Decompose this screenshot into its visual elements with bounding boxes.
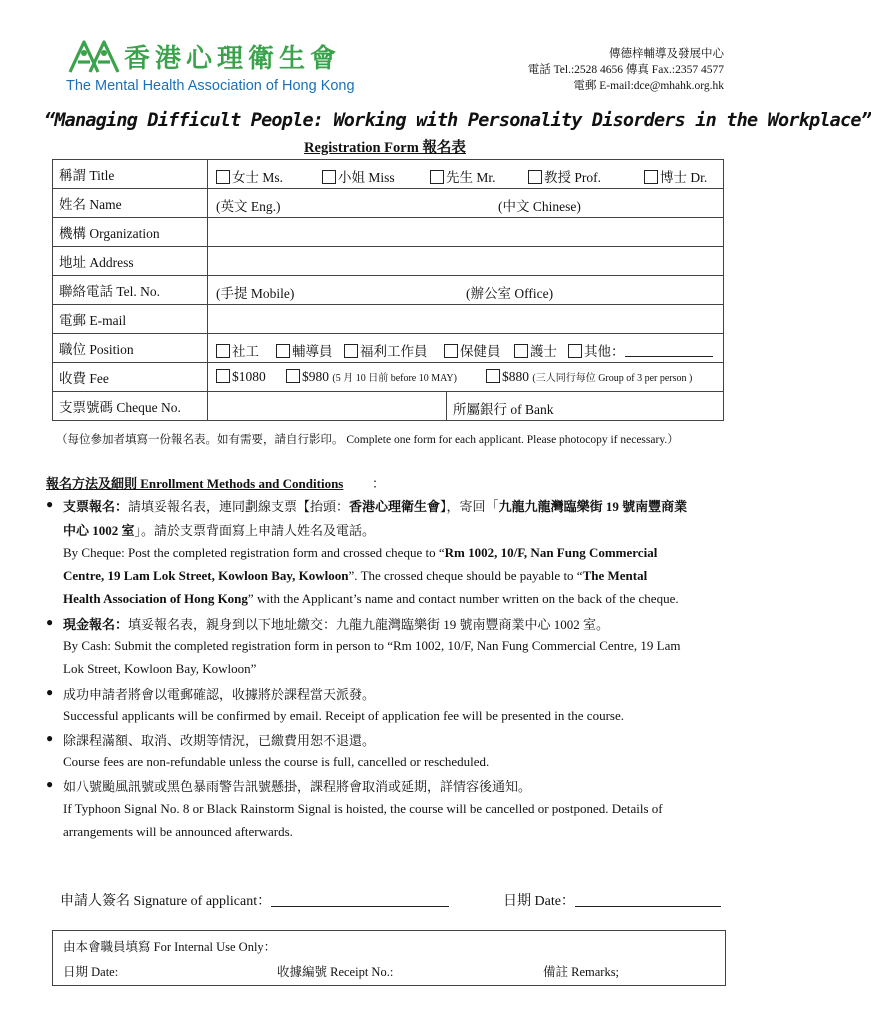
title-option-dr: 博士 Dr. xyxy=(660,170,708,185)
title-dr-checkbox[interactable] xyxy=(644,170,658,184)
registration-table xyxy=(52,159,724,421)
fee-980-checkbox[interactable] xyxy=(286,369,300,383)
position-nurse-checkbox[interactable] xyxy=(514,344,528,358)
date-field xyxy=(503,890,721,910)
address-row xyxy=(53,247,724,276)
course-title: “Managing Difficult People: Working with Personality Disorders in the Workplace” xyxy=(44,110,871,131)
cash-method-zh: 現金報名：填妥報名表，親身到以下地址繳交：九龍九龍灣臨樂街 19 號南豐商業中心 1002 室。 xyxy=(63,617,610,632)
internal-remarks: 備註 Remarks; xyxy=(543,965,620,979)
position-label: 職位 Position xyxy=(53,334,208,363)
refund-en: Course fees are non-refundable unless the course is full, cancelled or rescheduled. xyxy=(63,754,490,769)
cheque-method-zh-line2: 中心 1002 室」。請於支票背面寫上申請人姓名及電話。 xyxy=(63,523,376,538)
cash-method-en-line1: By Cash: Submit the completed registration form in person to “Rm 1002, 10/F, Nan Fung Commercial Centre, 19 Lam xyxy=(63,638,681,653)
title-mr-checkbox[interactable] xyxy=(430,170,444,184)
tel-row xyxy=(53,276,724,305)
title-options xyxy=(208,160,724,189)
organization-label: 機構 Organization xyxy=(53,218,208,247)
confirmation-en: Successful applicants will be confirmed by email. Receipt of application fee will be presented in the course. xyxy=(63,708,624,723)
bullet-icon: ● xyxy=(46,685,54,699)
bullet-icon: ● xyxy=(46,497,54,511)
name-field[interactable] xyxy=(208,189,724,218)
fee-row xyxy=(53,363,724,392)
fee-options xyxy=(208,363,724,392)
logo-chinese-name: 香港心理衛生會 xyxy=(124,44,342,74)
cheque-method-en-line2: Centre, 19 Lam Lok Street, Kowloon Bay, Kowloon”. The crossed cheque should be payable to “The Mental xyxy=(63,568,648,583)
cheque-method-en-line1: By Cheque: Post the completed registration form and crossed cheque to “Rm 1002, 10/F, Nan Fung Commercial xyxy=(63,545,658,560)
fee-980-note: (5 月 10 日前 before 10 MAY) xyxy=(332,373,457,384)
typhoon-en-line2: arrangements will be announced afterwards. xyxy=(63,824,293,839)
centre-name: 傳德梓輔導及發展中心 xyxy=(609,48,724,60)
enrollment-heading-colon: ： xyxy=(372,476,386,491)
internal-use-box xyxy=(52,930,726,986)
cheque-method-zh-line1: 支票報名：請填妥報名表，連同劃線支票【抬頭：香港心理衛生會】，寄回「九龍九龍灣臨樂街 19 號南豐商業 xyxy=(63,499,688,514)
internal-receipt: 收據編號 Receipt No.: xyxy=(277,965,394,979)
title-miss-checkbox[interactable] xyxy=(322,170,336,184)
enrollment-heading: 報名方法及細則 Enrollment Methods and Conditions xyxy=(46,476,344,491)
phone-fax: 電話 Tel.:2528 4656 傳真 Fax.:2357 4577 xyxy=(527,64,724,76)
title-option-prof: 教授 Prof. xyxy=(544,170,601,185)
bullet-icon: ● xyxy=(46,777,54,791)
contact-block xyxy=(528,46,724,94)
fee-880-note: (三人同行每位 Group of 3 per person ) xyxy=(532,373,693,384)
form-title: Registration Form 報名表 xyxy=(304,140,466,156)
email-address: 電郵 E-mail:dce@mhahk.org.hk xyxy=(573,80,724,92)
title-option-ms: 女士 Ms. xyxy=(232,170,284,185)
date-label: 日期 Date： xyxy=(503,894,575,909)
internal-heading: 由本會職員填寫 For Internal Use Only： xyxy=(63,940,277,954)
position-other-blank[interactable] xyxy=(625,344,713,357)
cash-method-en-line2: Lok Street, Kowloon Bay, Kowloon” xyxy=(63,661,257,676)
fee-880-checkbox[interactable] xyxy=(486,369,500,383)
tel-field[interactable] xyxy=(208,276,724,305)
name-eng-hint: (英文 Eng.) xyxy=(216,199,281,214)
position-health-worker-checkbox[interactable] xyxy=(444,344,458,358)
fee-option-1080: $1080 xyxy=(232,369,266,384)
internal-date: 日期 Date: xyxy=(63,965,119,979)
title-label: 稱謂 Title xyxy=(53,160,208,189)
position-option-welfare-worker: 福利工作員 xyxy=(360,344,428,359)
fee-option-980: $980 xyxy=(302,369,329,384)
tel-label: 聯絡電話 Tel. No. xyxy=(53,276,208,305)
title-ms-checkbox[interactable] xyxy=(216,170,230,184)
position-counsellor-checkbox[interactable] xyxy=(276,344,290,358)
email-row xyxy=(53,305,724,334)
position-welfare-worker-checkbox[interactable] xyxy=(344,344,358,358)
signature-line[interactable] xyxy=(271,892,449,907)
cheque-method-en-line3: Health Association of Hong Kong” with the Applicant’s name and contact number written on the back of the cheque. xyxy=(63,591,679,606)
position-option-social-worker: 社工 xyxy=(232,344,259,359)
date-line[interactable] xyxy=(575,892,721,907)
title-option-miss: 小姐 Miss xyxy=(338,170,395,185)
title-row xyxy=(53,160,724,189)
fee-option-880: $880 xyxy=(502,369,529,384)
typhoon-zh: 如八號颱風訊號或黑色暴雨警告訊號懸掛，課程將會取消或延期，詳情容後通知。 xyxy=(63,779,532,794)
bullet-icon: ● xyxy=(46,615,54,629)
signature-label: 申請人簽名 Signature of applicant： xyxy=(60,894,272,909)
association-logo-icon xyxy=(66,36,122,76)
cheque-label: 支票號碼 Cheque No. xyxy=(53,392,208,421)
confirmation-zh: 成功申請者將會以電郵確認，收據將於課程當天派發。 xyxy=(63,687,376,702)
name-label: 姓名 Name xyxy=(53,189,208,218)
address-label: 地址 Address xyxy=(53,247,208,276)
fee-label: 收費 Fee xyxy=(53,363,208,392)
position-other-checkbox[interactable] xyxy=(568,344,582,358)
position-option-nurse: 護士 xyxy=(530,344,557,359)
photocopy-note: （每位參加者填寫一份報名表。如有需要，請自行影印。 Complete one form for each applicant. Please photocopy if necessary.） xyxy=(56,434,679,446)
cheque-row xyxy=(53,392,724,421)
position-social-worker-checkbox[interactable] xyxy=(216,344,230,358)
position-option-counsellor: 輔導員 xyxy=(292,344,333,359)
refund-zh: 除課程滿額、取消、改期等情況，已繳費用恕不退還。 xyxy=(63,733,376,748)
email-label: 電郵 E-mail xyxy=(53,305,208,334)
tel-office-hint: (辦公室 Office) xyxy=(466,286,554,301)
name-row xyxy=(53,189,724,218)
name-chi-hint: (中文 Chinese) xyxy=(498,199,581,214)
bank-label: 所屬銀行 of Bank xyxy=(446,392,554,420)
title-prof-checkbox[interactable] xyxy=(528,170,542,184)
position-option-health-worker: 保健員 xyxy=(460,344,501,359)
organization-field[interactable] xyxy=(208,218,724,247)
signature-field xyxy=(60,890,449,910)
tel-mobile-hint: (手提 Mobile) xyxy=(216,286,295,301)
position-row xyxy=(53,334,724,363)
logo-english-name: The Mental Health Association of Hong Kong xyxy=(66,78,355,94)
bullet-icon: ● xyxy=(46,731,54,745)
typhoon-en-line1: If Typhoon Signal No. 8 or Black Rainstorm Signal is hoisted, the course will be cancelled or postponed. Details of xyxy=(63,801,663,816)
fee-1080-checkbox[interactable] xyxy=(216,369,230,383)
position-option-other: 其他： xyxy=(584,344,625,359)
email-field[interactable] xyxy=(208,305,724,334)
position-options xyxy=(208,334,724,363)
organization-row xyxy=(53,218,724,247)
address-field[interactable] xyxy=(208,247,724,276)
title-option-mr: 先生 Mr. xyxy=(446,170,496,185)
cheque-field[interactable] xyxy=(208,392,724,421)
